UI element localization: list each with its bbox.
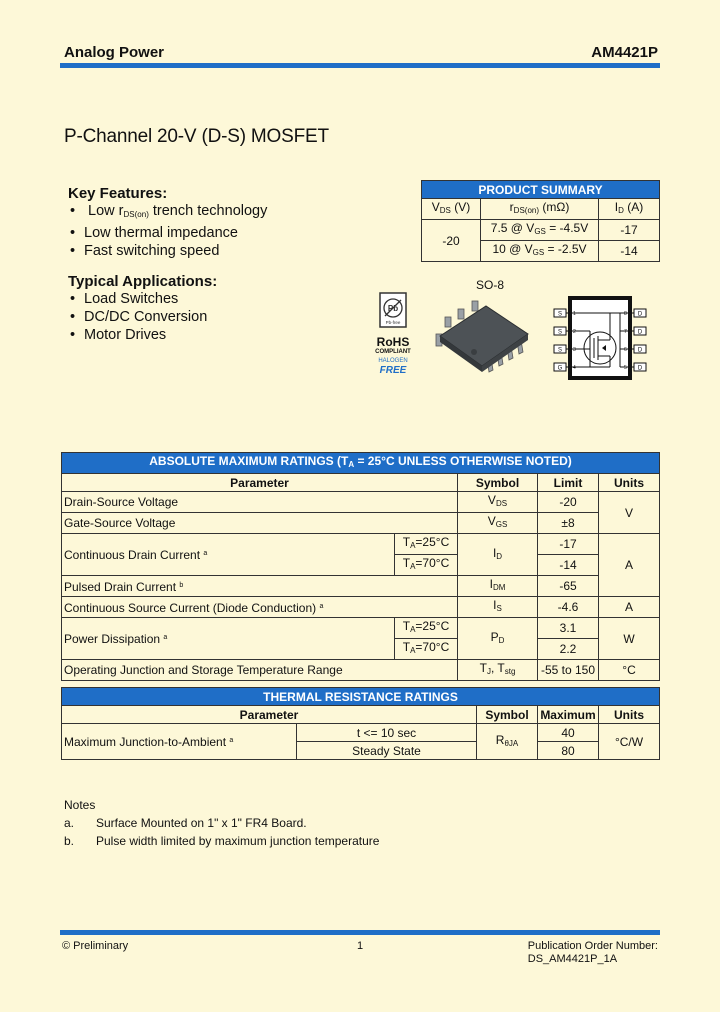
key-features [68, 185, 398, 260]
pin-label-left: G [557, 365, 563, 372]
pb-symbol: Pb [387, 304, 399, 313]
absolute-maximum-ratings-table [61, 452, 660, 681]
table-row: $T_A=70^\circ C$ -14 [62, 555, 660, 576]
product-summary-table [421, 180, 660, 262]
table-row: $T_A=70^\circ C$ 2.2 [62, 639, 660, 660]
footer-rule [60, 930, 660, 935]
note-item: b. Pulse width limited by maximum junction temperature [64, 834, 380, 848]
publication-order: Publication Order Number: DS_AM4421P_1A [527, 940, 658, 965]
pin-number: 5 [624, 365, 627, 371]
footer-copyright: © Preliminary [62, 940, 129, 952]
pb-free-icon [378, 292, 408, 330]
note-item: a. Surface Mounted on 1" x 1" FR4 Board. [64, 816, 307, 830]
table-row: Power Dissipation $^a$ $T_A=25^\circ C$ $P_D$ 3.1 W [62, 618, 660, 639]
package-label: SO-8 [476, 278, 505, 292]
table-row: -20 7.5 @ $V_{GS} = -4.5V$ -17 [422, 220, 660, 241]
pin-label-right: D [637, 329, 643, 336]
pin-number: 8 [624, 311, 627, 317]
col-parameter: Parameter [62, 706, 477, 724]
table-row: Steady State 80 [62, 742, 660, 760]
pb-free-text: Pb-free [385, 320, 401, 325]
col-parameter: Parameter [62, 474, 458, 492]
table-row: Gate-Source Voltage $V_{GS}$ ±8 [62, 513, 660, 534]
abs-max-title: ABSOLUTE MAXIMUM RATINGS ($T_A = 25^\circ C$ UNLESS OTHERWISE NOTED) [62, 453, 660, 474]
pinout-diagram [550, 296, 650, 380]
pin-number: 4 [573, 365, 576, 371]
list-item: • Low thermal impedance [68, 224, 398, 242]
notes-heading: Notes [64, 798, 96, 812]
pin-label-left: S [557, 347, 563, 354]
part-number: AM4421P [591, 44, 658, 61]
table-row: Maximum Junction-to-Ambient $^a$ t <= 10 sec $R_{\theta JA}$ 40 °C/W [62, 724, 660, 742]
col-units: Units [599, 706, 660, 724]
pin-label-left: S [557, 311, 563, 318]
col-limit: Limit [538, 474, 599, 492]
col-vds: $V_{DS}$ (V) [422, 199, 481, 220]
table-row: Pulsed Drain Current $^b$ $I_{DM}$ -65 [62, 576, 660, 597]
product-summary-title: PRODUCT SUMMARY [422, 181, 660, 199]
key-features-list [68, 202, 398, 260]
company-name: Analog Power [64, 44, 165, 61]
thermal-resistance-table [61, 687, 660, 760]
col-symbol: Symbol [477, 706, 538, 724]
thermal-title: THERMAL RESISTANCE RATINGS [62, 688, 660, 706]
typical-applications-heading: Typical Applications: [68, 273, 218, 290]
typical-applications [68, 273, 368, 344]
list-item: • Fast switching speed [68, 242, 398, 260]
pin-number: 6 [624, 347, 627, 353]
pin-label-left: S [557, 329, 563, 336]
rohs-compliant: COMPLIANT [375, 349, 411, 355]
page-title: P-Channel 20-V (D-S) MOSFET [64, 126, 329, 147]
pin-number: 3 [573, 347, 576, 353]
pin-label-right: D [637, 347, 643, 354]
table-row: 10 @ $V_{GS} = -2.5V$ -14 [422, 241, 660, 262]
rohs-badge [368, 292, 418, 376]
table-row: Continuous Source Current (Diode Conduction) $^a$ $I_S$ -4.6 A [62, 597, 660, 618]
vds-value: -20 [422, 220, 481, 262]
pin-label-right: D [637, 311, 643, 318]
page-number: 1 [357, 940, 364, 952]
pin-number: 1 [573, 311, 576, 317]
col-units: Units [599, 474, 660, 492]
col-rds: $r_{DS(on)}$ (mΩ) [481, 199, 599, 220]
so8-package-icon [432, 290, 532, 382]
list-item: • DC/DC Conversion [68, 308, 368, 326]
list-item: • Low $r_{DS(on)}$ trench technology [68, 202, 398, 224]
typical-applications-list [68, 290, 368, 344]
pin-label-right: D [637, 365, 643, 372]
notes [64, 798, 379, 848]
table-row: Continuous Drain Current $^a$ $T_A=25^\circ C$ $I_D$ -17 A [62, 534, 660, 555]
halogen-text: HALOGEN [378, 358, 408, 364]
col-id: $I_D$ (A) [599, 199, 660, 220]
rohs-text: RoHS [376, 335, 410, 349]
key-features-heading: Key Features: [68, 185, 168, 202]
list-item: • Load Switches [68, 290, 368, 308]
table-row: Operating Junction and Storage Temperature Range $T_J$, $T_{stg}$ -55 to 150 °C [62, 660, 660, 681]
list-item: • Motor Drives [68, 326, 368, 344]
header-rule [60, 63, 660, 68]
col-maximum: Maximum [538, 706, 599, 724]
free-text: FREE [379, 365, 407, 376]
table-row: Drain-Source Voltage $V_{DS}$ -20 V [62, 492, 660, 513]
pin-number: 7 [624, 329, 627, 335]
pin-number: 2 [573, 329, 576, 335]
col-symbol: Symbol [458, 474, 538, 492]
